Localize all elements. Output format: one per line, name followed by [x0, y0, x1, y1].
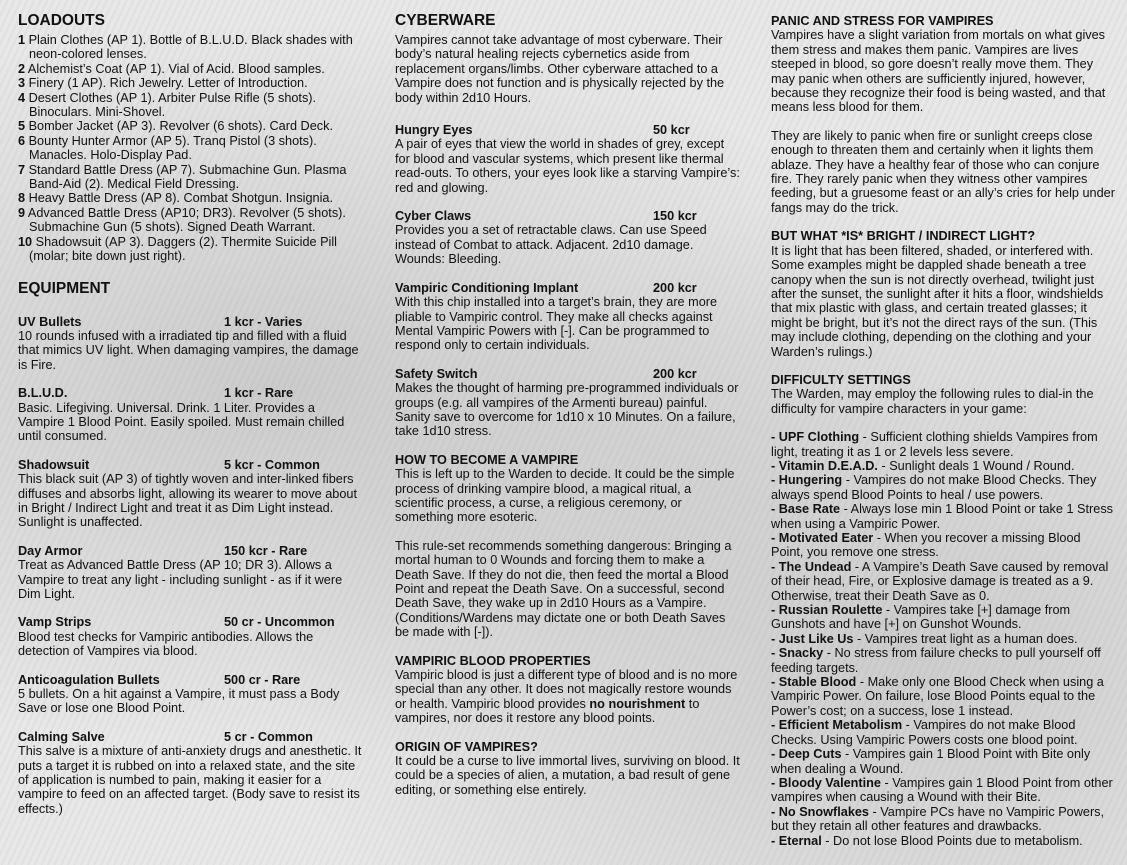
difficulty-item: - The Undead - A Vampire’s Death Save caused by removal of their head, Fire, or Explosive damage is treated as a 9. Otherwise, treat their Death Save as 0. — [771, 559, 1109, 603]
equipment-item — [18, 730, 363, 816]
cyberware-cost: 150 kcr — [653, 209, 697, 224]
panic-text-1: Vampires have a slight variation from mortals on what gives them stress and makes them panic. Vampires are lives steeped in blood, so gore doesn’t really move them. They may panic when others are sufficiently injured, however, because they recognize their food is being wasted, and that means less blood for them. — [771, 28, 1106, 115]
loadout-item: 4 Desert Clothes (AP 1). Arbiter Pulse Rifle (5 shots). Binoculars. Mini-Shovel. — [18, 90, 317, 120]
panic-heading: PANIC AND STRESS FOR VAMPIRES — [771, 14, 994, 28]
equipment-desc: 10 rounds infused with a irradiated tip and filled with a fluid that mimics UV light. When damaging vampires, the damage is Fire. — [18, 328, 359, 372]
blood-properties-text: Vampiric blood is just a different type of blood and is no more special than any other. It does not magically restore wounds or health. Vampiric blood provides no nourishment to vampires, nor does it restore any blood points. — [395, 668, 738, 726]
loadout-item: 8 Heavy Battle Dress (AP 8). Combat Shotgun. Insignia. — [18, 191, 334, 206]
cyberware-intro: Vampires cannot take advantage of most cyberware. Their body’s natural healing rejects cybernetics aside from replacement organs/limbs. Other cyberware attached to a Vampire does not function and is physically rejected by the body within 2d10 Hours. — [395, 33, 725, 105]
become-vampire-text-2: This rule-set recommends something dangerous: Bringing a mortal human to 0 Wounds and forcing them to make a Death Save. If they do not die, then feed the mortal a Blood Point and repeat the Death Save. On a successful, second Death Save, they wake up in 2d10 Hours as a Vampire. (Conditions/Wardens may dictate one or both Death Saves be made with [-]). — [395, 538, 732, 640]
difficulty-item: - Vitamin D.E.A.D. - Sunlight deals 1 Wound / Round. — [771, 458, 1075, 473]
loadout-item: 3 Finery (1 AP). Rich Jewelry. Letter of Introduction. — [18, 76, 308, 91]
difficulty-item: - Motivated Eater - When you recover a missing Blood Point, you remove one stress. — [771, 531, 1081, 560]
cyberware-desc: Makes the thought of harming pre-programmed individuals or groups (e.g. all vampires of the Armenti bureau) painful. Sanity save to overcome for 1d10 x 10 Minutes. On a failure, take 1d10 stress. — [395, 381, 739, 439]
equipment-item — [18, 673, 363, 716]
equipment-name: Vamp Strips — [18, 615, 92, 630]
cyberware-desc: With this chip installed into a target’s brain, they are more pliable to Vampiric control. They make all checks against Mental Vampiric Powers with [-]. Can be programmed to respond only to certain individuals. — [395, 295, 718, 353]
equipment-desc: Blood test checks for Vampiric antibodies. Allows the detection of Vampires via blood. — [18, 629, 314, 659]
become-vampire-text-1: This is left up to the Warden to decide. It could be the simple process of drinking vampire blood, a magical ritual, a scientific process, a curse, a religious ceremony, or something more esoteric. — [395, 467, 735, 525]
difficulty-item: - No Snowflakes - Vampire PCs have no Vampiric Powers, but they retain all other features and drawbacks. — [771, 804, 1105, 834]
difficulty-heading: DIFFICULTY SETTINGS — [771, 372, 911, 387]
equipment-desc: Basic. Lifegiving. Universal. Drink. 1 Liter. Provides a Vampire 1 Blood Point. Easily spoiled. Must remain chilled until consumed. — [18, 400, 345, 444]
origin-text: It could be a curse to live immortal lives, surviving on blood. It could be a species of alien, a mutation, a bad result of gene editing, or something else entirely. — [395, 754, 740, 797]
difficulty-item: - Hungering - Vampires do not make Blood Checks. They always spend Blood Points to heal / use powers. — [771, 473, 1097, 502]
equipment-cost: 150 kcr - Rare — [224, 543, 308, 558]
difficulty-item: - Base Rate - Always lose min 1 Blood Point or take 1 Stress when using a Vampiric Power. — [771, 502, 1114, 531]
loadout-item: 6 Bounty Hunter Armor (AP 5). Tranq Pistol (3 shots). Manacles. Holo-Display Pad. — [18, 133, 317, 163]
cyberware-item — [395, 209, 740, 267]
cyberware-cost: 200 kcr — [653, 366, 697, 381]
column-middle — [395, 10, 740, 797]
bright-light-heading: BUT WHAT *IS* BRIGHT / INDIRECT LIGHT? — [771, 229, 1036, 244]
loadouts-list — [18, 33, 363, 264]
equipment-name: Day Armor — [18, 543, 83, 558]
loadout-item: 9 Advanced Battle Dress (AP10; DR3). Revolver (5 shots). Submachine Gun (5 shots). Signed Death Warrant. — [18, 205, 346, 235]
equipment-cost: 1 kcr - Varies — [224, 314, 303, 329]
cyberware-item — [395, 123, 740, 195]
loadout-item: 10 Shadowsuit (AP 3). Daggers (2). Thermite Suicide Pill (molar; bite down just right). — [18, 234, 337, 264]
equipment-cost: 5 cr - Common — [224, 729, 313, 744]
equipment-desc: Treat as Advanced Battle Dress (AP 10; DR 3). Allows a Vampire to treat any light - including sunlight - as if it were Dim Light. — [18, 558, 343, 601]
loadouts-heading: LOADOUTS — [18, 12, 105, 29]
equipment-name: B.L.U.D. — [18, 386, 68, 401]
loadout-item: 1 Plain Clothes (AP 1). Bottle of B.L.U.D. Black shades with neon-colored lenses. — [18, 33, 353, 62]
equipment-desc: 5 bullets. On a hit against a Vampire, it must pass a Body Save or lose one Blood Point. — [18, 687, 340, 716]
difficulty-item: - UPF Clothing - Sufficient clothing shields Vampires from light, treating it as 1 or 2 levels less severe. — [771, 430, 1098, 459]
difficulty-item: - Stable Blood - Make only one Blood Check when using a Vampiric Power. On failure, lose Blood Points equal to the Power’s cost; on a success, lose 1 instead. — [771, 675, 1104, 718]
equipment-cost: 5 kcr - Common — [224, 457, 320, 472]
equipment-desc: This black suit (AP 3) of tightly woven and inter-linked fibers diffuses and absorbs light, allowing its wearer to move about in Bright / Indirect Light and treat it as Dim Light instead. Sunlight is unaffected. — [18, 472, 357, 530]
equipment-name: Anticoagulation Bullets — [18, 672, 160, 687]
equipment-cost: 1 kcr - Rare — [224, 386, 294, 401]
difficulty-item: - Russian Roulette - Vampires take [+] damage from Gunshots and have [+] on Gunshot Wounds. — [771, 603, 1071, 632]
panic-text-2: They are likely to panic when fire or sunlight creeps close enough to threaten them and certainly when it lights them ablaze. They have a healthy fear of those who can conjure fire. They rarely panic when they witness other vampires feeding, but a gruesome feast or an ally’s cries for help under fangs may do the trick. — [771, 128, 1115, 215]
equipment-item — [18, 615, 363, 658]
difficulty-item: - Snacky - No stress from failure checks to pull yourself off feeding targets. — [771, 646, 1101, 675]
cyberware-name: Cyber Claws — [395, 209, 472, 224]
equipment-name: Shadowsuit — [18, 457, 90, 472]
cyberware-desc: A pair of eyes that view the world in shades of grey, except for blood and vascular systems, which present like thermal read-outs. To others, your eyes look like a starving Vampire’s: red and glowing. — [395, 137, 740, 195]
cyberware-item — [395, 281, 740, 353]
equipment-cost: 50 cr - Uncommon — [224, 615, 335, 630]
cyberware-cost: 200 kcr — [653, 280, 697, 295]
equipment-name: Calming Salve — [18, 729, 105, 744]
loadout-item: 5 Bomber Jacket (AP 3). Revolver (6 shots). Card Deck. — [18, 119, 333, 134]
blood-properties-heading: VAMPIRIC BLOOD PROPERTIES — [395, 653, 591, 668]
equipment-desc: This salve is a mixture of anti-anxiety drugs and anesthetic. It puts a target it is rubbed on into a relaxed state, and the site of application is numbed to pain, making it easier for a vampire to feed on an affected target. (Body save to resist its effects.) — [18, 744, 362, 816]
equipment-name: UV Bullets — [18, 314, 82, 329]
cyberware-heading: CYBERWARE — [395, 12, 496, 29]
cyberware-name: Safety Switch — [395, 366, 478, 381]
origin-heading: ORIGIN OF VAMPIRES? — [395, 739, 538, 754]
difficulty-intro: The Warden, may employ the following rules to dial-in the difficulty for vampire characters in your game: — [771, 387, 1094, 416]
cyberware-cost: 50 kcr — [653, 123, 690, 138]
bright-light-text: It is light that has been filtered, shaded, or interfered with. Some examples might be dappled shade beneath a tree canopy when the sun is not directly overhead, twilight just after the sunset, the sunlight after it hits a floor, windshields that mix plastic with glass, and certain treated glasses; it might be bright, but it’s not the direct rays of the sun. (This may include clothing, depending on the clothing and your Warden’s rulings.) — [771, 243, 1104, 359]
become-vampire-heading: HOW TO BECOME A VAMPIRE — [395, 452, 579, 467]
cyberware-name: Vampiric Conditioning Implant — [395, 280, 579, 295]
equipment-item — [18, 315, 363, 373]
cyberware-desc: Provides you a set of retractable claws. Can use Speed instead of Combat to attack. Adjacent. 2d10 damage. Wounds: Bleeding. — [395, 223, 707, 267]
difficulty-item: - Bloody Valentine - Vampires gain 1 Blood Point from other vampires when causing a Wound with their Bite. — [771, 775, 1113, 805]
loadout-item: 2 Alchemist’s Coat (AP 1). Vial of Acid. Blood samples. — [18, 61, 325, 76]
equipment-item — [18, 386, 363, 444]
cyberware-item — [395, 367, 740, 439]
equipment-heading: EQUIPMENT — [18, 279, 111, 297]
loadout-item: 7 Standard Battle Dress (AP 7). Submachine Gun. Plasma Band-Aid (2). Medical Field Dressing. — [18, 162, 347, 192]
column-right — [771, 10, 1116, 848]
difficulty-item: - Just Like Us - Vampires treat light as a human does. — [771, 631, 1078, 646]
difficulty-item: - Eternal - Do not lose Blood Points due to metabolism. — [771, 833, 1083, 848]
equipment-cost: 500 cr - Rare — [224, 672, 301, 687]
equipment-item — [18, 458, 363, 530]
difficulty-item: - Efficient Metabolism - Vampires do not make Blood Checks. Using Vampiric Powers costs one blood point. — [771, 718, 1078, 747]
difficulty-item: - Deep Cuts - Vampires gain 1 Blood Point with Bite only when dealing a Wound. — [771, 747, 1091, 776]
difficulty-list — [771, 430, 1116, 848]
cyberware-name: Hungry Eyes — [395, 123, 473, 138]
equipment-item — [18, 544, 363, 602]
column-left — [18, 10, 363, 816]
